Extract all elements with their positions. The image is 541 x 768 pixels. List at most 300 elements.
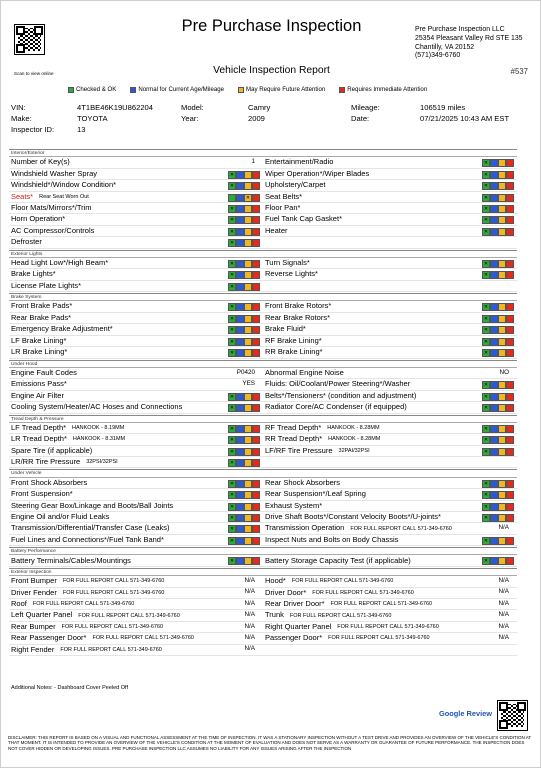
rating-box[interactable] xyxy=(490,349,498,357)
rating-box[interactable] xyxy=(252,182,260,190)
inspection-item xyxy=(9,523,263,533)
rating-box-selected[interactable]: ✕ xyxy=(229,228,235,235)
inspection-item xyxy=(263,588,517,598)
date-value: 07/21/2025 10:43 AM EST xyxy=(420,114,510,123)
rating-box[interactable] xyxy=(252,537,260,545)
rating-boxes xyxy=(228,349,260,357)
inspection-item xyxy=(9,501,263,511)
rating-box[interactable] xyxy=(236,425,244,433)
inspection-row xyxy=(9,622,517,633)
rating-box[interactable] xyxy=(498,491,506,499)
rating-box[interactable] xyxy=(506,393,514,401)
item-value: 1 xyxy=(251,157,255,165)
rating-box[interactable] xyxy=(252,205,260,213)
google-review-link[interactable]: Google Review xyxy=(439,709,492,718)
item-label: Radiator Core/AC Condenser (if equipped) xyxy=(265,402,407,412)
item-label: Belts*/Tensioners* (condition and adjustment) xyxy=(265,390,417,400)
rating-box[interactable] xyxy=(236,338,244,346)
rating-box-selected[interactable]: ✕ xyxy=(483,194,489,201)
rating-box-selected[interactable]: ✕ xyxy=(229,304,235,311)
rating-box[interactable] xyxy=(498,503,506,511)
rating-box-selected[interactable]: ✕ xyxy=(229,405,235,412)
rating-box[interactable] xyxy=(252,525,260,533)
rating-boxes xyxy=(228,216,260,224)
item-label: Transmission Operation xyxy=(265,523,345,533)
rating-box[interactable] xyxy=(252,338,260,346)
rating-box-selected[interactable]: ✕ xyxy=(229,460,235,466)
rating-box[interactable] xyxy=(498,349,506,357)
rating-box[interactable] xyxy=(252,557,260,565)
rating-box-selected[interactable]: ✕ xyxy=(229,315,235,322)
rating-box-selected[interactable]: ✕ xyxy=(483,437,489,444)
inspection-row xyxy=(9,301,517,312)
rating-box-selected[interactable]: ✕ xyxy=(229,480,235,487)
rating-box[interactable] xyxy=(506,480,514,488)
rating-box-selected[interactable]: ✕ xyxy=(229,514,235,521)
rating-box[interactable] xyxy=(498,436,506,444)
rating-box[interactable] xyxy=(490,381,498,389)
rating-box-selected[interactable]: ✕ xyxy=(483,183,489,190)
rating-box-selected[interactable]: ✕ xyxy=(483,338,489,345)
rating-box[interactable] xyxy=(506,303,514,311)
inspection-row xyxy=(9,523,517,534)
rating-box-selected[interactable]: ✕ xyxy=(229,217,235,224)
rating-box[interactable] xyxy=(236,459,244,467)
rating-box-selected[interactable]: ✕ xyxy=(483,448,489,455)
inspection-item xyxy=(9,645,263,655)
company-name: Pre Purchase Inspection LLC xyxy=(415,26,505,33)
rating-box[interactable] xyxy=(244,205,252,213)
rating-box-selected[interactable]: ✕ xyxy=(229,260,235,267)
inspection-row xyxy=(9,368,517,379)
rating-box-selected[interactable]: ✕ xyxy=(229,526,235,533)
rating-box[interactable] xyxy=(506,216,514,224)
rating-box-selected[interactable]: ✕ xyxy=(229,240,235,247)
rating-box[interactable] xyxy=(490,182,498,190)
rating-box[interactable] xyxy=(244,326,252,334)
inspection-item xyxy=(9,313,263,323)
rating-box-selected[interactable]: ✕ xyxy=(483,171,489,178)
item-value: N/A xyxy=(244,634,255,641)
rating-box[interactable] xyxy=(490,228,498,236)
inspection-row xyxy=(9,423,517,434)
rating-boxes xyxy=(482,205,514,213)
rating-box-selected[interactable]: ✕ xyxy=(229,393,235,400)
rating-box[interactable] xyxy=(506,315,514,323)
item-label: Brake Lights* xyxy=(11,269,56,279)
rating-box[interactable] xyxy=(506,557,514,565)
rating-box[interactable] xyxy=(490,514,498,522)
rating-box[interactable] xyxy=(498,480,506,488)
rating-box[interactable] xyxy=(506,514,514,522)
rating-box-selected[interactable]: ✕ xyxy=(483,327,489,334)
rating-box[interactable] xyxy=(252,480,260,488)
rating-boxes xyxy=(482,228,514,236)
rating-box[interactable] xyxy=(490,404,498,412)
rating-box[interactable] xyxy=(236,349,244,357)
rating-boxes xyxy=(228,503,260,511)
rating-boxes xyxy=(228,537,260,545)
rating-box-selected[interactable]: ✕ xyxy=(483,425,489,432)
rating-box-selected[interactable]: ✕ xyxy=(483,217,489,224)
item-label: Rear Bumper xyxy=(11,621,56,631)
rating-box[interactable] xyxy=(498,557,506,565)
item-label: Trunk xyxy=(265,610,284,620)
inspection-item xyxy=(263,368,517,378)
rating-box[interactable] xyxy=(498,381,506,389)
rating-box[interactable] xyxy=(236,537,244,545)
rating-box[interactable] xyxy=(498,271,506,279)
rating-box[interactable] xyxy=(498,448,506,456)
rating-box[interactable] xyxy=(490,216,498,224)
rating-box[interactable] xyxy=(236,404,244,412)
rating-box-selected[interactable]: ✕ xyxy=(483,272,489,279)
rating-box[interactable] xyxy=(506,491,514,499)
rating-boxes xyxy=(482,404,514,412)
rating-box[interactable] xyxy=(506,260,514,268)
rating-box[interactable] xyxy=(244,525,252,533)
item-label: Emissions Pass* xyxy=(11,379,67,389)
inspection-row xyxy=(9,313,517,324)
rating-box-selected[interactable]: ✕ xyxy=(229,327,235,334)
rating-box[interactable] xyxy=(236,303,244,311)
rating-box[interactable] xyxy=(252,393,260,401)
rating-box[interactable] xyxy=(498,514,506,522)
rating-box[interactable] xyxy=(490,159,498,167)
rating-box[interactable] xyxy=(236,182,244,190)
rating-box-selected[interactable]: ✕ xyxy=(483,205,489,212)
rating-box[interactable] xyxy=(490,537,498,545)
rating-box-selected[interactable]: ✕ xyxy=(483,315,489,322)
rating-box[interactable] xyxy=(236,315,244,323)
rating-box[interactable] xyxy=(244,260,252,268)
rating-box[interactable] xyxy=(498,425,506,433)
rating-box[interactable] xyxy=(498,326,506,334)
rating-box[interactable] xyxy=(490,480,498,488)
rating-box-selected[interactable]: ✕ xyxy=(229,283,235,290)
rating-box[interactable] xyxy=(252,436,260,444)
rating-box[interactable] xyxy=(506,448,514,456)
rating-box-selected[interactable]: ✕ xyxy=(483,304,489,311)
rating-box[interactable] xyxy=(244,459,252,467)
rating-box[interactable] xyxy=(244,338,252,346)
inspection-item xyxy=(9,446,263,456)
rating-box-selected[interactable]: ✕ xyxy=(229,537,235,544)
rating-box[interactable] xyxy=(236,171,244,179)
inspection-item xyxy=(9,157,263,167)
rating-box[interactable] xyxy=(244,557,252,565)
rating-box[interactable] xyxy=(236,283,244,291)
rating-box[interactable] xyxy=(498,303,506,311)
rating-box[interactable] xyxy=(244,448,252,456)
rating-box[interactable] xyxy=(498,182,506,190)
rating-box[interactable] xyxy=(506,503,514,511)
rating-box[interactable] xyxy=(244,537,252,545)
rating-box[interactable] xyxy=(244,171,252,179)
rating-box[interactable] xyxy=(498,315,506,323)
rating-box[interactable] xyxy=(244,425,252,433)
rating-box[interactable] xyxy=(506,436,514,444)
section-header: Exterior Inspection xyxy=(9,568,517,576)
rating-box[interactable] xyxy=(244,216,252,224)
rating-box[interactable] xyxy=(490,171,498,179)
rating-box[interactable] xyxy=(244,182,252,190)
rating-box[interactable] xyxy=(252,216,260,224)
rating-box[interactable] xyxy=(490,448,498,456)
rating-box[interactable] xyxy=(236,393,244,401)
item-label: Front Shock Absorbers xyxy=(11,477,88,487)
rating-box-selected[interactable]: ✕ xyxy=(483,480,489,487)
rating-box[interactable] xyxy=(490,271,498,279)
rating-box[interactable] xyxy=(252,303,260,311)
rating-box[interactable] xyxy=(236,239,244,247)
rating-box[interactable] xyxy=(252,239,260,247)
rating-box[interactable] xyxy=(236,228,244,236)
rating-box[interactable] xyxy=(498,205,506,213)
rating-box[interactable] xyxy=(506,425,514,433)
rating-box[interactable] xyxy=(244,315,252,323)
rating-box[interactable] xyxy=(236,260,244,268)
rating-box[interactable] xyxy=(490,260,498,268)
rating-box[interactable] xyxy=(236,436,244,444)
date-label: Date: xyxy=(351,114,370,123)
inspection-row xyxy=(9,347,517,358)
inspection-item xyxy=(263,489,517,499)
rating-box[interactable] xyxy=(252,194,260,202)
inspection-item xyxy=(9,347,263,357)
rating-box[interactable] xyxy=(506,228,514,236)
rating-box[interactable] xyxy=(498,228,506,236)
item-note: FOR FULL REPORT CALL 571-349-6760 xyxy=(60,646,162,653)
rating-boxes xyxy=(228,205,260,213)
rating-box-selected[interactable]: ✕ xyxy=(483,160,489,167)
rating-box-selected[interactable]: ✕ xyxy=(483,405,489,412)
rating-box[interactable] xyxy=(244,349,252,357)
rating-box[interactable] xyxy=(498,171,506,179)
rating-box[interactable] xyxy=(236,503,244,511)
rating-box[interactable] xyxy=(252,425,260,433)
rating-box[interactable] xyxy=(506,159,514,167)
rating-box[interactable] xyxy=(506,537,514,545)
rating-box[interactable] xyxy=(490,557,498,565)
inspection-row xyxy=(9,478,517,489)
rating-box-selected[interactable]: ✕ xyxy=(483,503,489,510)
rating-box[interactable] xyxy=(244,283,252,291)
item-note: FOR FULL REPORT CALL 571-349-6760 xyxy=(350,525,452,532)
rating-box[interactable] xyxy=(236,271,244,279)
rating-box[interactable] xyxy=(498,159,506,167)
rating-box[interactable] xyxy=(236,514,244,522)
rating-box[interactable] xyxy=(244,480,252,488)
rating-box[interactable] xyxy=(490,503,498,511)
rating-box-selected[interactable]: ✕ xyxy=(229,205,235,212)
item-label: Engine Fault Codes xyxy=(11,367,77,377)
inspection-item xyxy=(263,237,517,247)
rating-box[interactable] xyxy=(490,436,498,444)
inspection-row xyxy=(9,391,517,402)
additional-notes: Additional Notes: - Dashboard Cover Peeled Off xyxy=(11,685,128,691)
rating-box[interactable] xyxy=(490,315,498,323)
rating-box[interactable] xyxy=(506,338,514,346)
rating-box[interactable] xyxy=(236,326,244,334)
rating-box[interactable] xyxy=(252,171,260,179)
inspection-row xyxy=(9,501,517,512)
rating-box[interactable] xyxy=(236,448,244,456)
rating-box[interactable] xyxy=(498,216,506,224)
rating-boxes xyxy=(228,459,260,467)
inspection-item xyxy=(9,258,263,268)
rating-box[interactable] xyxy=(228,194,236,202)
rating-box[interactable] xyxy=(236,525,244,533)
item-note: FOR FULL REPORT CALL 571-349-6760 xyxy=(337,624,439,630)
inspection-item xyxy=(263,324,517,334)
rating-box[interactable] xyxy=(244,271,252,279)
rating-box[interactable] xyxy=(244,503,252,511)
rating-box[interactable] xyxy=(252,260,260,268)
rating-boxes xyxy=(482,393,514,401)
inspection-item xyxy=(9,423,263,433)
rating-box-selected[interactable]: ✕ xyxy=(229,558,235,565)
make-label: Make: xyxy=(11,114,32,123)
rating-box-selected[interactable]: ✕ xyxy=(483,514,489,521)
item-note: FOR FULL REPORT CALL 571-349-6760 xyxy=(62,589,165,596)
rating-box-selected[interactable]: ✕ xyxy=(483,382,489,389)
inspection-item xyxy=(263,391,517,401)
rating-box[interactable] xyxy=(244,514,252,522)
rating-box[interactable] xyxy=(490,393,498,401)
rating-box[interactable] xyxy=(498,404,506,412)
company-phone: (571)349-6760 xyxy=(415,52,461,60)
rating-box[interactable] xyxy=(236,491,244,499)
rating-box[interactable] xyxy=(506,271,514,279)
rating-box[interactable] xyxy=(252,404,260,412)
rating-box[interactable] xyxy=(252,459,260,467)
item-label: Rear Passenger Door* xyxy=(11,633,87,643)
rating-box-selected[interactable]: ✕ xyxy=(483,260,489,267)
rating-box[interactable] xyxy=(236,205,244,213)
rating-box-selected[interactable]: ✕ xyxy=(483,393,489,400)
rating-box[interactable] xyxy=(506,182,514,190)
rating-box[interactable] xyxy=(252,491,260,499)
rating-box[interactable] xyxy=(244,491,252,499)
rating-box[interactable] xyxy=(236,194,244,202)
rating-box[interactable] xyxy=(490,425,498,433)
rating-box-selected[interactable]: ✕ xyxy=(229,183,235,190)
legend-item xyxy=(238,87,325,94)
rating-box-selected[interactable]: ✕ xyxy=(229,338,235,345)
rating-box[interactable] xyxy=(236,557,244,565)
rating-box-selected[interactable]: ✕ xyxy=(483,228,489,235)
rating-boxes xyxy=(482,326,514,334)
rating-boxes xyxy=(482,381,514,389)
rating-box[interactable] xyxy=(244,239,252,247)
rating-box[interactable] xyxy=(244,404,252,412)
rating-box[interactable] xyxy=(490,194,498,202)
rating-box[interactable] xyxy=(490,491,498,499)
qr-code-bottom[interactable] xyxy=(497,700,528,731)
rating-box[interactable] xyxy=(252,315,260,323)
rating-box[interactable] xyxy=(252,326,260,334)
rating-box[interactable] xyxy=(506,171,514,179)
inspection-row xyxy=(9,489,517,500)
inspection-item xyxy=(9,301,263,311)
company-city: Chantilly, VA 20152 xyxy=(415,43,475,51)
inspection-item xyxy=(9,281,263,291)
rating-box[interactable] xyxy=(236,480,244,488)
rating-box-selected[interactable]: ✕ xyxy=(483,537,489,544)
rating-box-selected[interactable]: ✕ xyxy=(245,194,251,201)
rating-box-selected[interactable]: ✕ xyxy=(229,492,235,499)
rating-box-selected[interactable]: ✕ xyxy=(229,425,235,432)
rating-box[interactable] xyxy=(490,338,498,346)
rating-box-selected[interactable]: ✕ xyxy=(229,350,235,357)
inspection-row xyxy=(9,457,517,468)
rating-boxes xyxy=(482,182,514,190)
rating-box-selected[interactable]: ✕ xyxy=(229,437,235,444)
rating-box[interactable] xyxy=(498,194,506,202)
item-label: Rear Brake Pads* xyxy=(11,312,72,322)
rating-box[interactable] xyxy=(506,326,514,334)
rating-box[interactable] xyxy=(506,349,514,357)
rating-box-selected[interactable]: ✕ xyxy=(229,272,235,279)
item-label: Rear Shock Absorbers xyxy=(265,477,341,487)
rating-box[interactable] xyxy=(244,303,252,311)
rating-box[interactable] xyxy=(252,349,260,357)
rating-boxes xyxy=(228,404,260,412)
report-number: #537 xyxy=(510,67,528,76)
rating-box[interactable] xyxy=(252,503,260,511)
rating-box[interactable] xyxy=(244,228,252,236)
rating-box[interactable] xyxy=(236,216,244,224)
rating-box[interactable] xyxy=(498,260,506,268)
rating-box[interactable] xyxy=(252,271,260,279)
rating-box-selected[interactable]: ✕ xyxy=(483,350,489,357)
rating-box[interactable] xyxy=(506,404,514,412)
rating-boxes xyxy=(482,159,514,167)
rating-boxes xyxy=(482,171,514,179)
rating-box[interactable] xyxy=(498,393,506,401)
rating-box-selected[interactable]: ✕ xyxy=(229,503,235,510)
rating-box-selected[interactable]: ✕ xyxy=(229,448,235,455)
company-street: 25354 Pleasant Valley Rd STE 135 xyxy=(415,34,523,42)
rating-box[interactable] xyxy=(506,205,514,213)
rating-box[interactable] xyxy=(252,228,260,236)
rating-boxes xyxy=(228,480,260,488)
item-label: Battery Terminals/Cables/Mountings xyxy=(11,555,131,565)
rating-box[interactable] xyxy=(244,393,252,401)
rating-box[interactable] xyxy=(498,537,506,545)
rating-box[interactable] xyxy=(498,338,506,346)
item-value: N/A xyxy=(244,576,255,584)
rating-box[interactable] xyxy=(252,514,260,522)
rating-box[interactable] xyxy=(490,326,498,334)
item-label: Brake Fluid* xyxy=(265,324,306,334)
rating-box[interactable] xyxy=(252,283,260,291)
rating-box[interactable] xyxy=(490,205,498,213)
item-label: Rear Driver Door* xyxy=(265,599,325,609)
rating-box[interactable] xyxy=(490,303,498,311)
rating-box[interactable] xyxy=(506,194,514,202)
item-value: N/A xyxy=(244,588,255,596)
rating-box-selected[interactable]: ✕ xyxy=(483,558,489,565)
rating-box[interactable] xyxy=(244,436,252,444)
item-label: Abnormal Engine Noise xyxy=(265,367,344,377)
rating-box-selected[interactable]: ✕ xyxy=(229,171,235,178)
rating-box[interactable] xyxy=(252,448,260,456)
item-label: Driver Fender xyxy=(11,587,57,597)
rating-box[interactable] xyxy=(506,381,514,389)
rating-box-selected[interactable]: ✕ xyxy=(483,492,489,499)
